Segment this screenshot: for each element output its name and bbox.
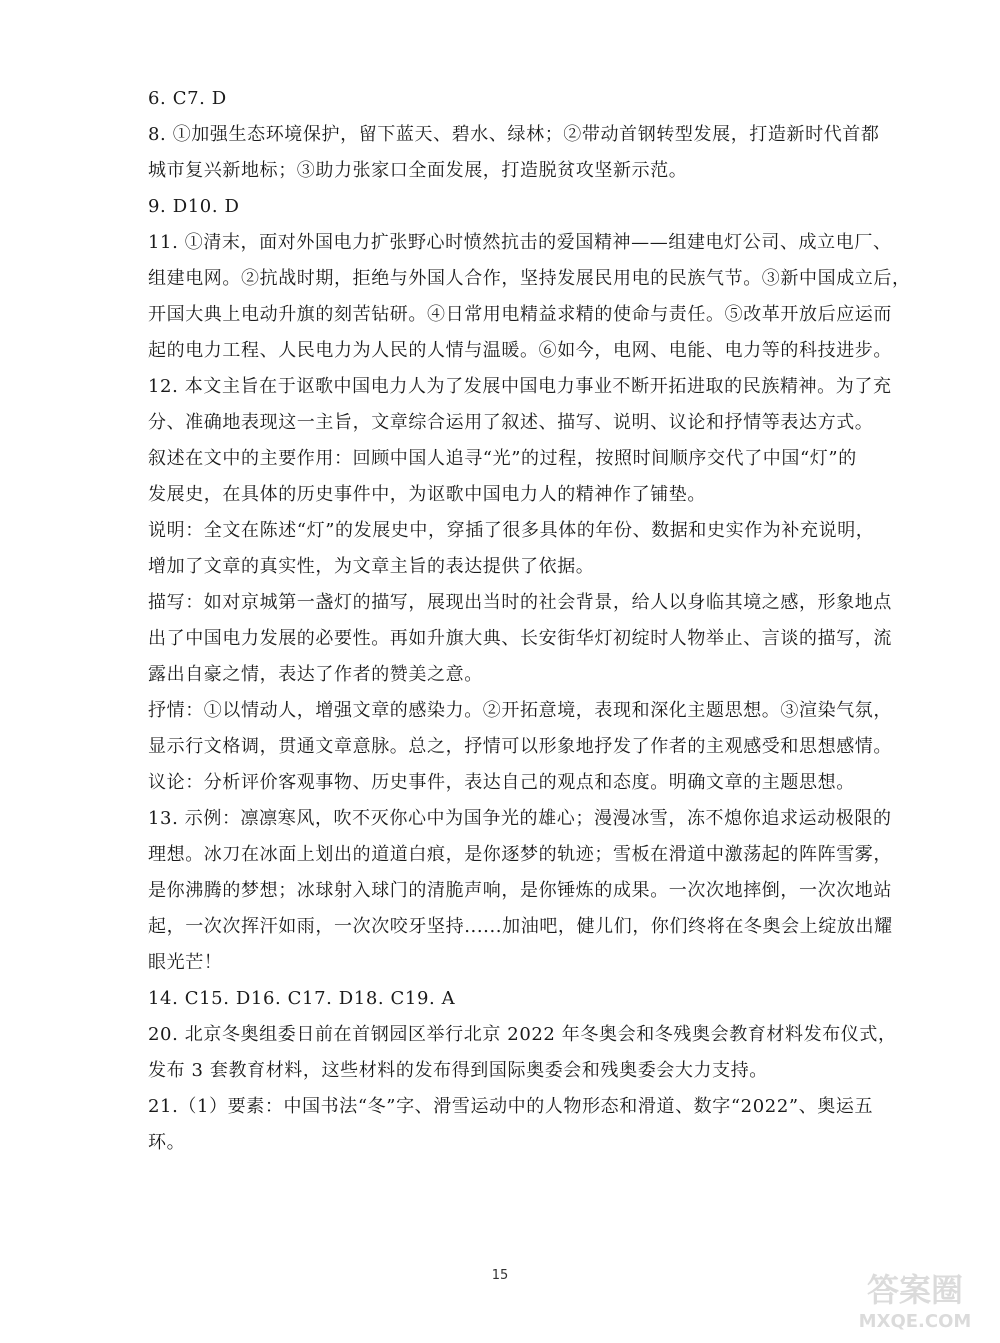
text-line: 14. C15. D16. C17. D18. C19. A — [148, 988, 456, 1009]
watermark-logo-url: MXQE.COM — [858, 1311, 972, 1332]
text-line: 议论：分析评价客观事物、历史事件，表达自己的观点和态度。明确文章的主题思想。 — [148, 772, 855, 793]
text-line: 说明：全文在陈述“灯”的发展史中，穿插了很多具体的年份、数据和史实作为补充说明， — [148, 520, 875, 541]
watermark-logo-icon — [840, 1263, 990, 1335]
text-line: 露出自豪之情，表达了作者的赞美之意。 — [148, 664, 483, 685]
text-line: 6. C7. D — [148, 88, 227, 109]
text-line: 增加了文章的真实性，为文章主旨的表达提供了依据。 — [148, 556, 595, 577]
page-number: 15 — [491, 1268, 509, 1283]
text-line: 21.（1）要素：中国书法“冬”字、滑雪运动中的人物形态和滑道、数字“2022”、奥运五 — [148, 1096, 874, 1117]
text-line: 是你沸腾的梦想；冰球射入球门的清脆声响，是你锤炼的成果。一次次地摔倒，一次次地站 — [148, 880, 892, 901]
text-line: 显示行文格调，贯通文章意脉。总之，抒情可以形象地抒发了作者的主观感受和思想感情。 — [148, 736, 892, 757]
text-line: 11. ①清末，面对外国电力扩张野心时愤然抗击的爱国精神——组建电灯公司、成立电厂、 — [148, 232, 892, 253]
text-line: 眼光芒！ — [148, 952, 223, 973]
answer-text-block — [148, 88, 911, 1168]
text-line: 发展史，在具体的历史事件中，为讴歌中国电力人的精神作了铺垫。 — [148, 484, 706, 505]
text-line: 分、准确地表现这一主旨，文章综合运用了叙述、描写、说明、议论和抒情等表达方式。 — [148, 412, 874, 433]
watermark-logo-text: 答案圈 — [866, 1271, 964, 1309]
text-line: 城市复兴新地标；③助力张家口全面发展，打造脱贫攻坚新示范。 — [148, 160, 688, 181]
text-line: 发布 3 套教育材料，这些材料的发布得到国际奥委会和残奥委会大力支持。 — [148, 1060, 768, 1081]
text-line: 开国大典上电动升旗的刻苦钻研。④日常用电精益求精的使命与责任。⑤改革开放后应运而 — [148, 304, 892, 325]
text-line: 理想。冰刀在冰面上划出的道道白痕，是你逐梦的轨迹；雪板在滑道中激荡起的阵阵雪雾， — [148, 844, 892, 865]
text-line: 组建电网。②抗战时期，拒绝与外国人合作，坚持发展民用电的民族气节。③新中国成立后， — [148, 268, 911, 289]
text-line: 描写：如对京城第一盏灯的描写，展现出当时的社会背景，给人以身临其境之感，形象地点 — [148, 592, 892, 613]
text-line: 抒情：①以情动人，增强文章的感染力。②开拓意境，表现和深化主题思想。③渲染气氛， — [148, 700, 892, 721]
text-line: 20. 北京冬奥组委日前在首钢园区举行北京 2022 年冬奥会和冬残奥会教育材料发布仪式， — [148, 1024, 897, 1045]
text-line: 环。 — [148, 1132, 186, 1153]
text-line: 8. ①加强生态环境保护，留下蓝天、碧水、绿林；②带动首钢转型发展，打造新时代首都 — [148, 124, 880, 145]
text-line: 13. 示例：凛凛寒风，吹不灭你心中为国争光的雄心；漫漫冰雪，冻不熄你追求运动极限的 — [148, 808, 892, 829]
text-line: 12. 本文主旨在于讴歌中国电力人为了发展中国电力事业不断开拓进取的民族精神。为了充 — [148, 376, 892, 397]
text-line: 叙述在文中的主要作用：回顾中国人追寻“光”的过程，按照时间顺序交代了中国“灯”的 — [148, 448, 857, 469]
text-line: 起，一次次挥汗如雨，一次次咬牙坚持......加油吧，健儿们，你们终将在冬奥会上绽放出耀 — [148, 916, 893, 937]
text-line: 9. D10. D — [148, 196, 240, 217]
text-line: 出了中国电力发展的必要性。再如升旗大典、长安街华灯初绽时人物举止、言谈的描写，流 — [148, 628, 892, 649]
text-line: 起的电力工程、人民电力为人民的人情与温暖。⑥如今，电网、电能、电力等的科技进步。 — [148, 340, 892, 361]
